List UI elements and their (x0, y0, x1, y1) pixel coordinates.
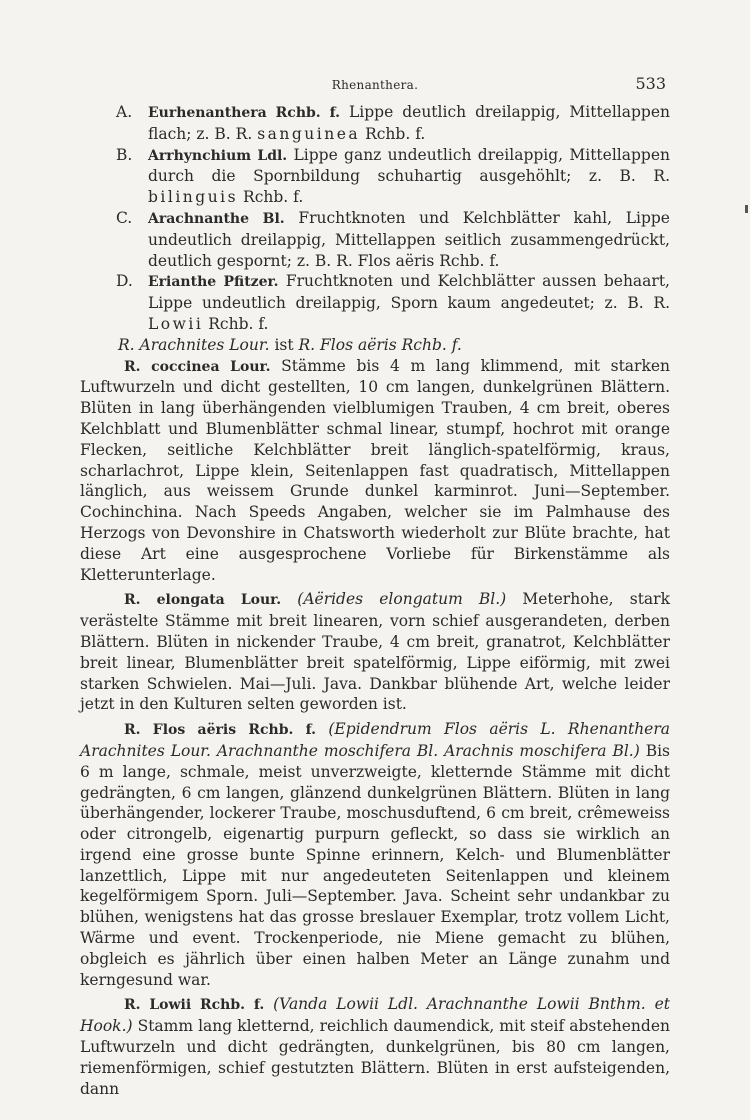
species-heading: R. coccinea Lour. (124, 358, 271, 375)
species-name: sanguinea (257, 124, 361, 143)
species-paragraph-flos-aeris (80, 719, 670, 990)
species-name: bilinguis (148, 188, 239, 207)
species-description: Meterhohe, stark verästelte Stämme mit breit linearen, vorn schief ausgerandeten, derben Blättern. Blüten in nickender Traube, 4 cm breit, granatrot, Kelchblätter breit linear, Blumenblätter breit spatelförmig, Lippe eiförmig, mit zwei starken Schwielen. Mai—Juli. Java. Dankbar blühende Art, welche leider jetzt in den Kulturen selten geworden ist. (80, 590, 670, 714)
species-author: Rchb. f. (243, 188, 304, 207)
species-paragraph-coccinea (80, 356, 670, 586)
species-description: Bis 6 m lange, schmale, meist unverzweigte, kletternde Stämme mit dicht gedrängten, 6 cm langen, glänzend dunkelgrünen Blättern. Blüten in lang überhängender, lockerer Traube, moschusduftend, 6 cm breit, crêmeweiss oder citrongelb, eigenartig purpurn gefleckt, so dass sie wirklich an irgend eine grosse bunte Spinne erinnern, Kelch- und Blumenblätter lanzettlich, Lippe mit nur angedeuteten Seitenlappen und kleinem kegelförmigem Sporn. Juli—September. Java. Scheint sehr undankbar zu blühen, wenigstens hat das grosse breslauer Exemplar, trotz vollem Licht, Wärme und event. Trockenperiode, nie Miene gemacht zu blühen, obgleich es jährlich über einen halben Meter an Länge zunahm und kerngesund war. (80, 741, 670, 989)
page-body (80, 102, 670, 1099)
section-entry-b (80, 145, 670, 208)
synonym-line (80, 335, 670, 356)
section-label: D. (116, 272, 133, 291)
species-author: Rchb. f. (208, 314, 269, 333)
section-entry-d (80, 271, 670, 334)
species-name: Lowii (148, 314, 204, 333)
species-synonyms: (Aërides elongatum Bl.) (297, 590, 507, 609)
section-name: Erianthe Pfitzer. (148, 274, 279, 291)
section-name: Eurhenanthera Rchb. f. (148, 105, 340, 121)
species-paragraph-elongata (80, 589, 670, 715)
species-synonyms: (Epidendrum Flos aëris L. Rhenanthera Arachnites Lour. Arachnanthe moschifera Bl. Arachnis moschifera Bl.) (80, 720, 671, 760)
section-text: Lippe ganz undeutlich dreilappig, Mittellappen durch die Spornbildung schuhartig ausgehöhlt; z. B. R. (148, 145, 670, 186)
synonym-target: R. Flos aëris Rchb. f. (298, 335, 462, 354)
synonym-connector: ist (274, 335, 294, 354)
section-text: Fruchtknoten und Kelchblätter aussen behaart, Lippe undeutlich dreilappig, Sporn kaum angedeutet; z. B. R. (148, 272, 670, 313)
running-title: Rhenanthera. (331, 78, 419, 92)
section-entry-a (80, 102, 670, 145)
synonym-name: R. Arachnites Lour. (118, 335, 270, 354)
section-label: A. (116, 103, 133, 121)
page-number: 533 (635, 74, 666, 93)
page-edge-mark (745, 205, 748, 213)
section-name: Arachnanthe Bl. (148, 210, 285, 227)
section-label: B. (116, 145, 133, 164)
species-heading: R. Lowii Rchb. f. (124, 997, 265, 1014)
section-label: C. (116, 208, 133, 227)
species-description: Stämme bis 4 m lang klimmend, mit starken Luftwurzeln und dicht gestellten, 10 cm langen, dunkelgrünen Blättern. Blüten in lang überhängenden vielblumigen Trauben, 4 cm breit, oberes Kelchblatt und Blumenblätter schmal linear, stumpf, hochrot mit orange Flecken, seitliche Kelchblätter breit länglich-spatelförmig, kraus, scharlachrot, Lippe klein, Seitenlappen fast quadratisch, Mittellappen länglich, aus weissem Grunde dunkel karminrot. Juni—September. Cochinchina. Nach Speeds Angaben, welcher sie im Palmhause des Herzogs von Devonshire in Chatsworth wiederholt zur Blüte brachte, hat diese Art eine ausgesprochene Vorliebe für Birkenstämme als Kletterunterlage. (80, 356, 670, 584)
species-synonyms: (Vanda Lowii Ldl. Arachnanthe Lowii Bnthm. et Hook.) (80, 995, 670, 1036)
species-author: Rchb. f. (365, 124, 426, 143)
section-name: Arrhynchium Ldl. (148, 147, 288, 164)
species-paragraph-lowii (80, 994, 670, 1099)
section-text: Fruchtknoten und Kelchblätter kahl, Lippe undeutlich dreilappig, Mittellappen seitlich zusammengedrückt, deutlich gespornt; z. B. R. Flos aëris Rchb. f. (148, 208, 670, 270)
section-text: Lippe deutlich dreilappig, Mittellappen flach; z. B. R. (148, 103, 670, 143)
section-entry-c (80, 208, 670, 271)
species-heading: R. Flos aëris Rchb. f. (124, 722, 317, 739)
species-description: Stamm lang kletternd, reichlich daumendick, mit steif abstehenden Luftwurzeln und dicht gedrängten, dunkelgrünen, bis 80 cm langen, riemenförmigen, schief gestutzten Blättern. Blüten in erst aufsteigenden, dann (80, 1017, 670, 1098)
species-heading: R. elongata Lour. (124, 592, 282, 609)
